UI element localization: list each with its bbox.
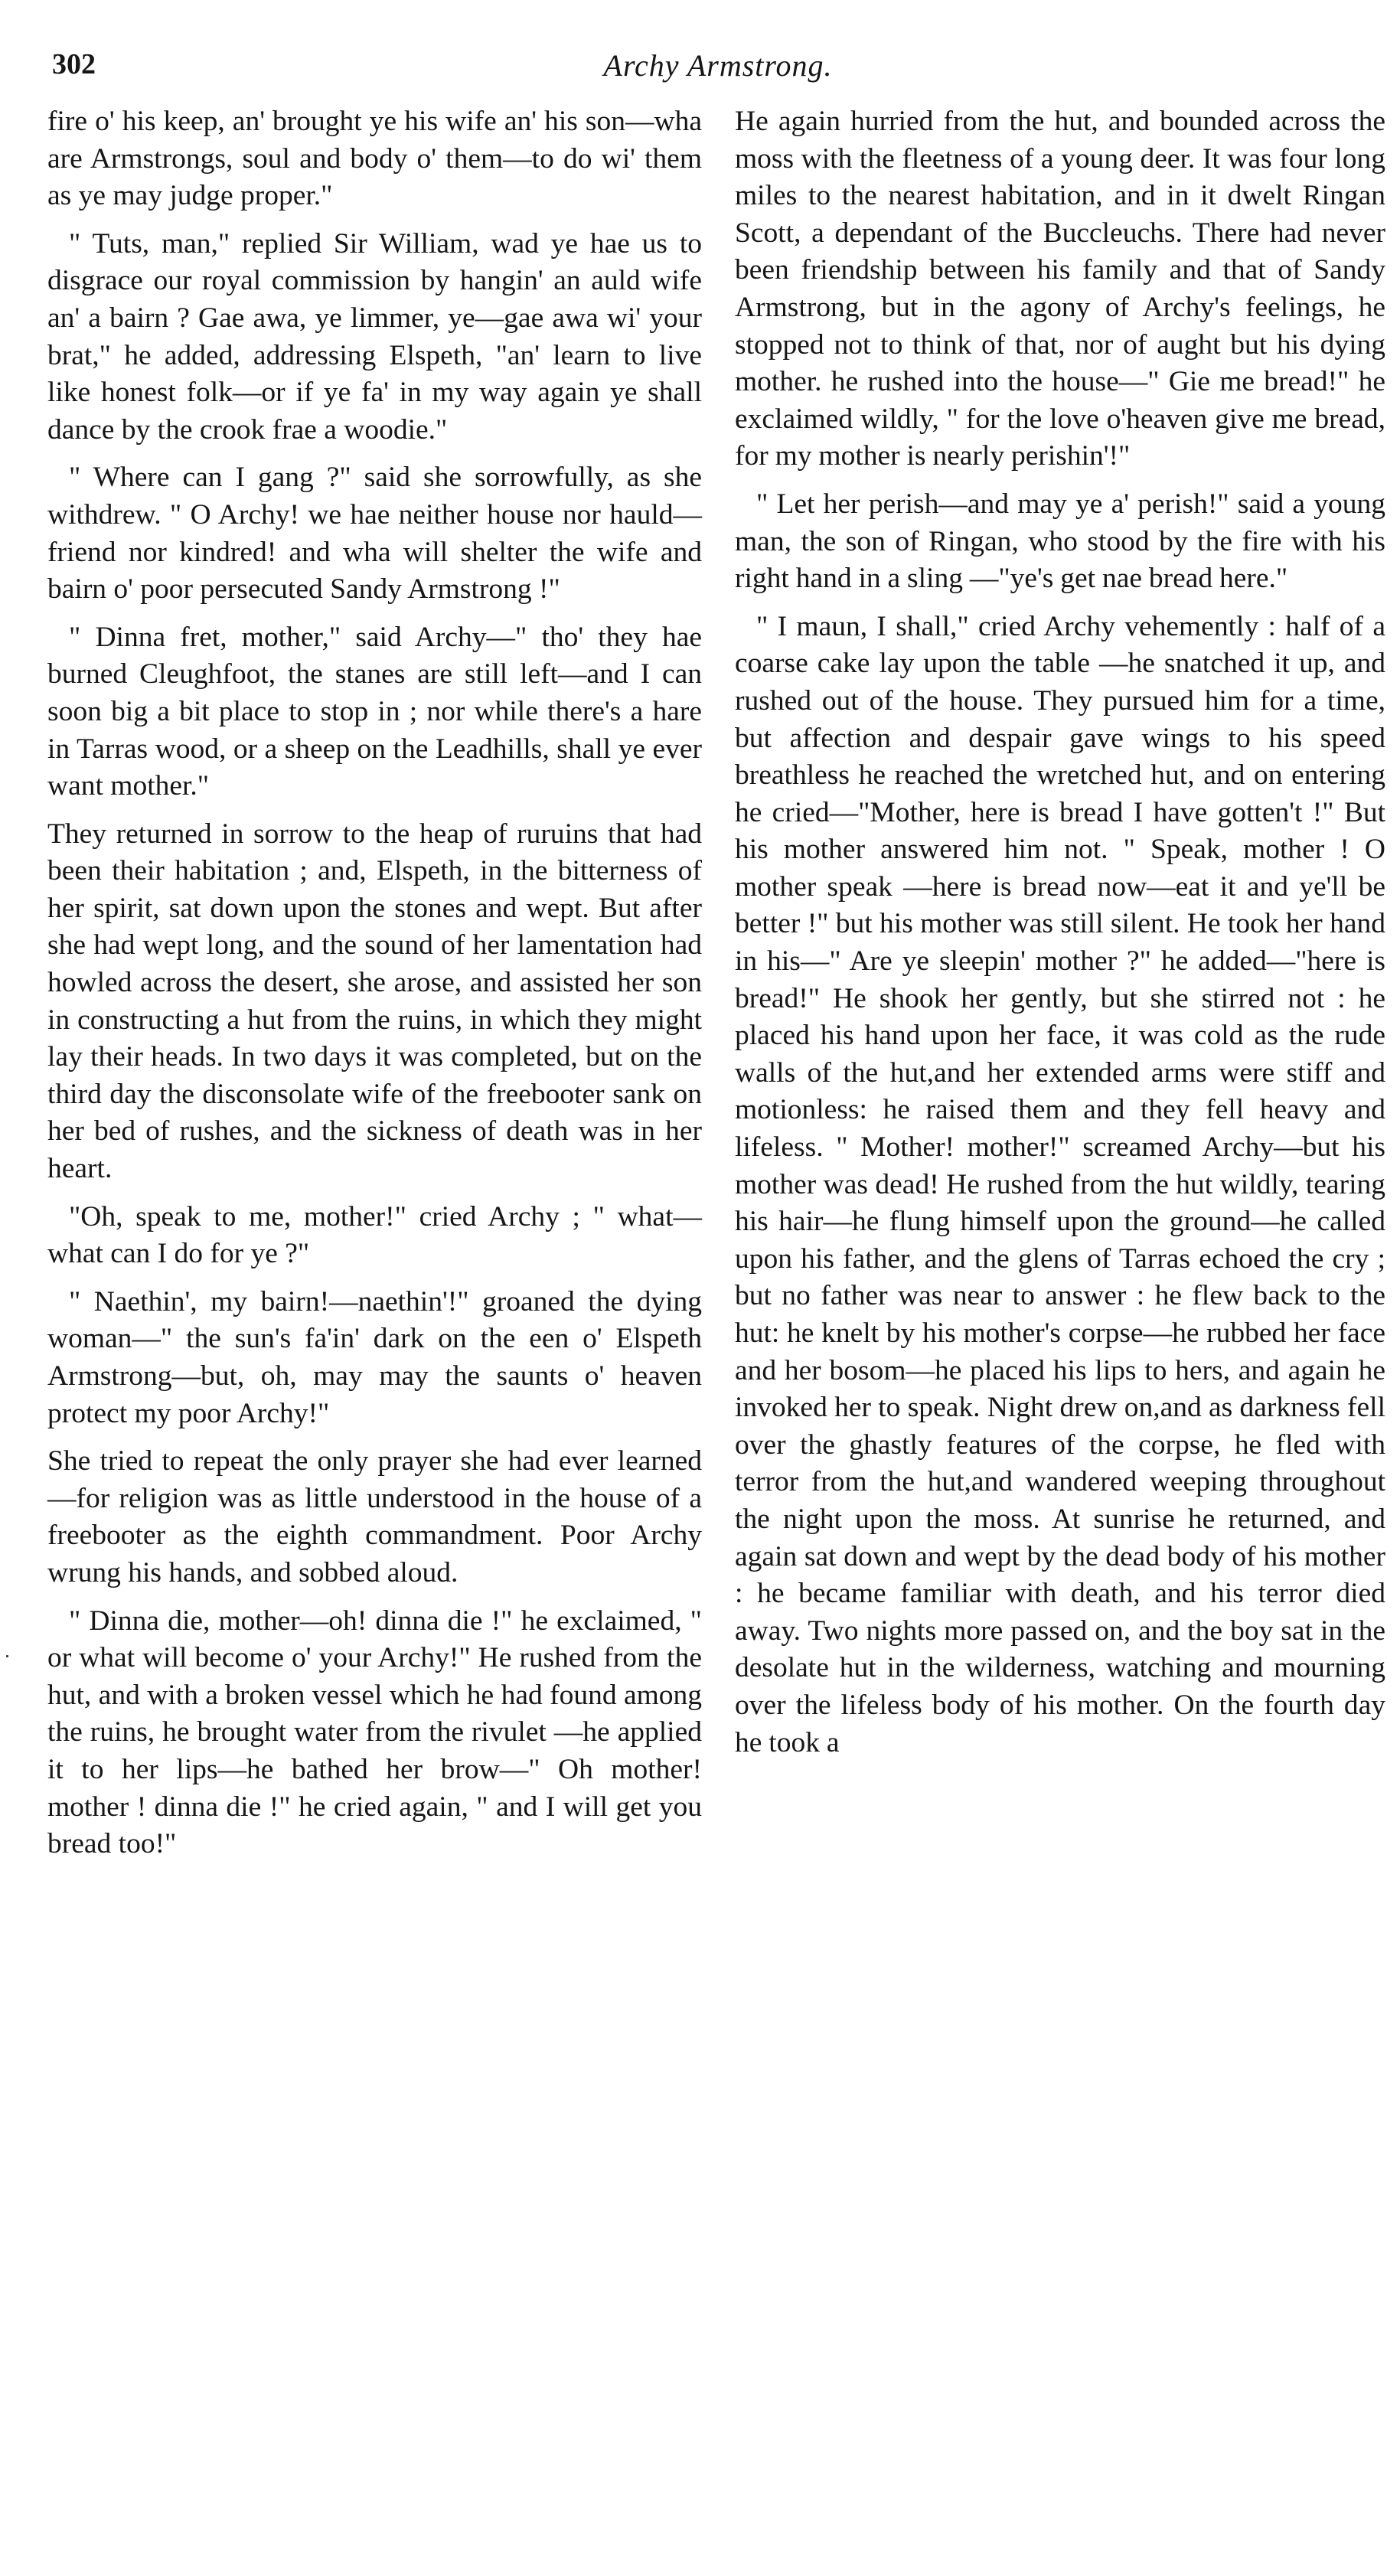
paragraph: " Naethin', my bairn!—naethin'!" groaned the dying woman—" the sun's fa'in' dark on the een o' Elspeth Armstrong—but, oh, may may the saunts o' heaven protect my poor Archy!" — [47, 1285, 702, 1429]
running-header — [52, 47, 1384, 93]
paragraph: "Oh, speak to me, mother!" cried Archy ; " what—what can I do for ye ?" — [47, 1200, 702, 1270]
paragraph: " I maun, I shall," cried Archy vehemently : half of a coarse cake lay upon the table —he snatched it up, and rushed out of the house. They pursued him for a time, but affection and despair gave wings to his speed breathless he reached the wretched hut, and on entering he cried—"Mother, here is bread I have gotten't !" But his mother answered him not. " Speak, mother ! O mother speak —here is bread now—eat it and ye'll be better !" but his mother was still silent. He took her hand in his—" Are ye sleepin' mother ?" he added—"here is bread!" He shook her gently, but she stirred not : he placed his hand upon her face, it was cold as the rude walls of the hut,and her extended arms were stiff and motionless: he raised them and they fell heavy and lifeless. " Mother! mother!" screamed Archy—but his mother was dead! He rushed from the hut wildly, tearing his hair—he flung himself upon the ground—he called upon his father, and the glens of Tarras echoed the cry ; but no father was near to answer : he flew back to the hut: he knelt by his mother's corpse—he rubbed her face and her bosom—he placed his lips to hers, and again he invoked her to speak. Night drew on,and as darkness fell over the ghastly features of the corpse, he fled with terror from the hut,and wandered weeping throughout the night upon the moss. At sunrise he returned, and again sat down and wept by the dead body of his mother : he became familiar with death, and his terror died away. Two nights more passed on, and the boy sat in the desolate hut in the wilderness, watching and mourning over the lifeless body of his mother. On the fourth day he took a — [735, 610, 1385, 1758]
paragraph: " Where can I gang ?" said she sorrowfully, as she withdrew. " O Archy! we hae neither house nor hauld—friend nor kindred! and wha will shelter the wife and bairn o' poor persecuted Sandy Armstrong !" — [47, 462, 702, 606]
paragraph: He again hurried from the hut, and bounded across the moss with the fleetness of a young deer. It was four long miles to the nearest habitation, and in it dwelt Ringan Scott, a dependant of the Buccleuchs. There had never been friendship between his family and that of Sandy Armstrong, but in the agony of Archy's feelings, he stopped not to think of that, nor of aught but his dying mother. he rushed into the house—" Gie me bread!" he exclaimed wildly, " for the love o'heaven give me bread, for my mother is nearly perishin'!" — [735, 106, 1385, 472]
right-text-column — [735, 103, 1385, 1772]
margin-speck — [6, 1655, 8, 1657]
paragraph: They returned in sorrow to the heap of ruruins that had been their habitation ; and, Elspeth, in the bitterness of her spirit, sat down upon the stones and wept. But after she had wept long, and the sound of her lamentation had howled across the desert, she arose, and assisted her son in constructing a hut from the ruins, in which they might lay their heads. In two days it was completed, but on the third day the disconsolate wife of the freebooter sank on her bed of rushes, and the sickness of death was in her heart. — [47, 818, 702, 1185]
left-text-column — [47, 103, 702, 1874]
paragraph: She tried to repeat the only prayer she had ever learned—for religion was as little understood in the house of a freebooter as the eighth commandment. Poor Archy wrung his hands, and sobbed aloud. — [47, 1445, 702, 1588]
paragraph: fire o' his keep, an' brought ye his wife an' his son—wha are Armstrongs, soul and body o' them—to do wi' them as ye may judge proper." — [47, 106, 702, 212]
paragraph: " Dinna fret, mother," said Archy—" tho' they hae burned Cleughfoot, the stanes are still left—and I can soon big a bit place to stop in ; nor while there's a hare in Tarras wood, or a sheep on the Leadhills, shall ye ever want mother." — [47, 621, 702, 802]
paragraph: " Tuts, man," replied Sir William, wad ye hae us to disgrace our royal commission by hangin' an auld wife an' a bairn ? Gae awa, ye limmer, ye—gae awa wi' your brat," he added, addressing Elspeth, "an' learn to live like honest folk—or if ye fa' in my way again ye shall dance by the crook frae a woodie." — [47, 227, 702, 446]
running-title: Archy Armstrong. — [603, 48, 833, 83]
paragraph: " Dinna die, mother—oh! dinna die !" he exclaimed, " or what will become o' your Archy!" He rushed from the hut, and with a broken vessel which he had found among the ruins, he brought water from the rivulet —he applied it to her lips—he bathed her brow—" Oh mother! mother ! dinna die !" he cried again, " and I will get you bread too!" — [47, 1605, 703, 1860]
page-number: 302 — [52, 48, 96, 80]
paragraph: " Let her perish—and may ye a' perish!" said a young man, the son of Ringan, who stood by the fire with his right hand in a sling —"ye's get nae bread here." — [735, 488, 1385, 595]
